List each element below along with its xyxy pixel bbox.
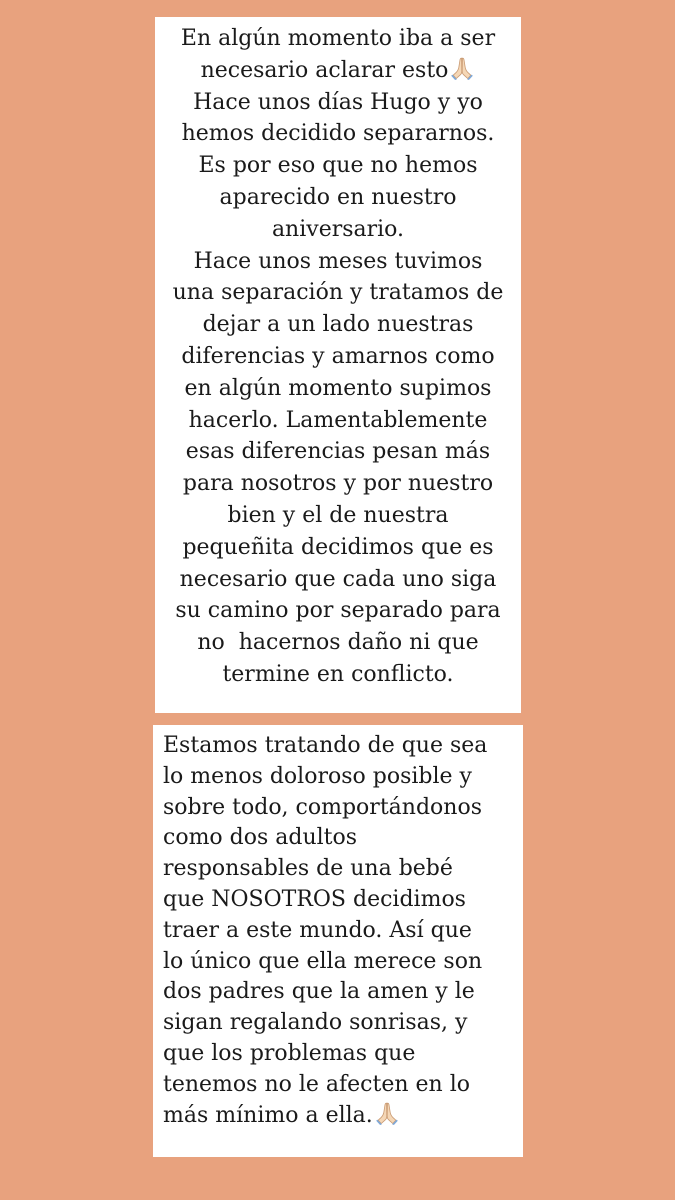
text-line: Hace unos días Hugo y yo <box>193 89 483 115</box>
text-line: necesario que cada uno siga <box>179 566 497 592</box>
text-line: En algún momento iba a ser <box>180 26 496 51</box>
text-line: tenemos no le afecten en lo <box>163 1071 470 1097</box>
text-line-with-emoji <box>155 55 521 87</box>
text-line: necesario aclarar esto <box>200 57 449 83</box>
text-line: hacerlo. Lamentablemente <box>188 407 488 433</box>
text-line: bien y el de nuestra <box>227 502 449 528</box>
text-line: más mínimo a ella. <box>163 1102 373 1128</box>
text-line: una separación y tratamos de <box>172 280 504 306</box>
text-line: Estamos tratando de que sea <box>163 733 488 758</box>
text-line: sobre todo, comportándonos <box>163 794 482 820</box>
text-line: termine en conflicto. <box>222 661 454 687</box>
text-line: como dos adultos <box>163 825 358 851</box>
text-line: para nosotros y por nuestro <box>182 471 494 497</box>
text-line: responsables de una bebé <box>163 856 453 882</box>
text-line: en algún momento supimos <box>184 375 492 401</box>
text-line: diferencias y amarnos como <box>181 343 495 369</box>
text-line: Es por eso que no hemos <box>198 153 478 179</box>
text-line: dos padres que la amen y le <box>163 979 475 1005</box>
text-line: pequeñita decidimos que es <box>182 534 494 560</box>
text-line: Hace unos meses tuvimos <box>193 248 483 274</box>
text-line: traer a este mundo. Así que <box>163 917 472 943</box>
text-line: esas diferencias pesan más <box>185 439 491 465</box>
text-line: aparecido en nuestro <box>219 184 457 210</box>
text-line: lo menos doloroso posible y <box>163 763 472 789</box>
text-line: hemos decidido separarnos. <box>181 121 495 147</box>
text-line: dejar a un lado nuestras <box>202 312 474 338</box>
text-box-announcement <box>155 17 521 713</box>
text-line: sigan regalando sonrisas, y <box>163 1010 468 1036</box>
text-line-with-emoji <box>163 1101 519 1132</box>
text-line: que NOSOTROS decidimos <box>163 886 466 912</box>
praying-hands-icon <box>449 56 475 80</box>
text-line: su camino por separado para <box>175 598 501 624</box>
text-box-statement <box>153 725 523 1157</box>
text-line: que los problemas que <box>163 1040 416 1066</box>
praying-hands-icon <box>374 1101 400 1125</box>
text-line: no hacernos daño ni que <box>197 630 479 656</box>
text-line: aniversario. <box>271 216 405 242</box>
text-line: lo único que ella merece son <box>163 948 483 974</box>
